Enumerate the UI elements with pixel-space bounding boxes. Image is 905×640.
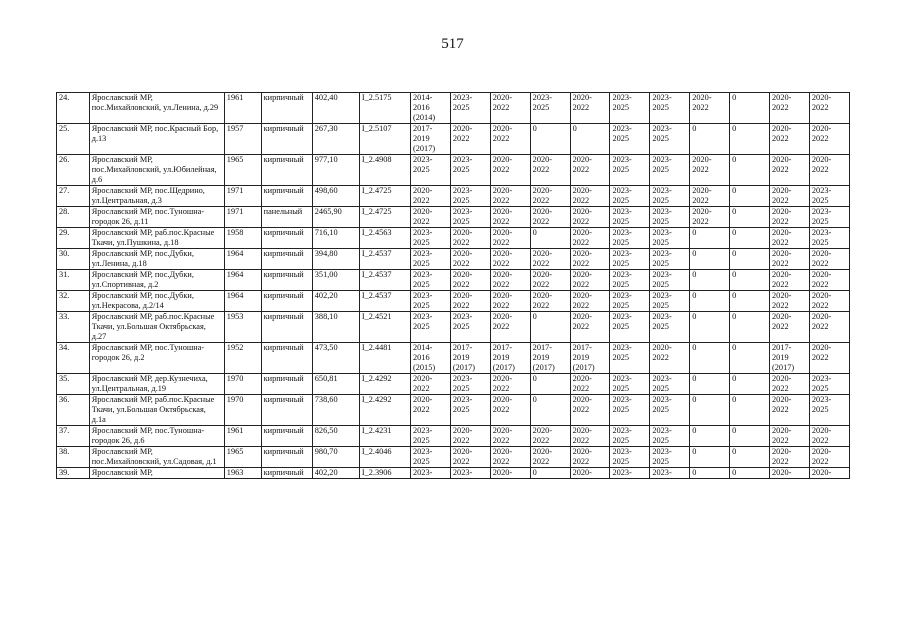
material-cell: кирпичный (261, 312, 312, 343)
period-cell: 2020-2022 (570, 426, 610, 447)
address-cell: Ярославский МР, пос.Дубки, ул.Ленина, д.18 (89, 249, 224, 270)
table-body (57, 93, 850, 479)
period-cell: 2020-2022 (770, 312, 810, 343)
table-row (57, 468, 850, 479)
period-cell: 2023- (450, 468, 490, 479)
area-cell: 351,00 (312, 270, 359, 291)
period-cell: 2023-2025 (650, 395, 690, 426)
period-cell: 0 (690, 468, 730, 479)
period-cell: 2020-2022 (570, 312, 610, 343)
period-cell: 2020-2022 (490, 249, 530, 270)
area-cell: 716,10 (312, 228, 359, 249)
table-row (57, 447, 850, 468)
period-cell: 2014-2016 (2014) (411, 93, 451, 124)
period-cell: 2020-2022 (809, 291, 849, 312)
code-cell: I_2.4521 (359, 312, 410, 343)
row-number: 34. (57, 343, 90, 374)
period-cell: 0 (690, 343, 730, 374)
address-cell: Ярославский МР, пос.Михайловский, ул.Ленина, д.29 (89, 93, 224, 124)
period-cell: 2020-2022 (770, 207, 810, 228)
row-number: 26. (57, 155, 90, 186)
period-cell: 2017-2019 (2017) (530, 343, 570, 374)
period-cell: 0 (690, 426, 730, 447)
year-cell: 1971 (224, 186, 261, 207)
area-cell: 473,50 (312, 343, 359, 374)
material-cell: кирпичный (261, 395, 312, 426)
period-cell: 2023-2025 (650, 426, 690, 447)
page-number: 517 (441, 36, 464, 52)
code-cell: I_2.4481 (359, 343, 410, 374)
address-cell: Ярославский МР, (89, 468, 224, 479)
material-cell: кирпичный (261, 228, 312, 249)
period-cell: 2020-2022 (490, 291, 530, 312)
period-cell: 0 (730, 155, 770, 186)
period-cell: 2014-2016 (2015) (411, 343, 451, 374)
period-cell: 2023-2025 (411, 155, 451, 186)
code-cell: I_2.4292 (359, 374, 410, 395)
year-cell: 1970 (224, 395, 261, 426)
period-cell: 0 (730, 228, 770, 249)
period-cell: 2023-2025 (610, 186, 650, 207)
period-cell: 2020-2022 (690, 93, 730, 124)
period-cell: 2020-2022 (770, 228, 810, 249)
area-cell: 980,70 (312, 447, 359, 468)
period-cell: 2020-2022 (411, 395, 451, 426)
period-cell: 2020-2022 (411, 374, 451, 395)
period-cell: 2020-2022 (770, 374, 810, 395)
material-cell: кирпичный (261, 447, 312, 468)
code-cell: I_2.5107 (359, 124, 410, 155)
period-cell: 2020-2022 (770, 93, 810, 124)
period-cell: 2023-2025 (450, 93, 490, 124)
period-cell: 2020-2022 (809, 93, 849, 124)
area-cell: 402,40 (312, 93, 359, 124)
area-cell: 2465,90 (312, 207, 359, 228)
period-cell: 0 (530, 395, 570, 426)
period-cell: 2020-2022 (809, 155, 849, 186)
period-cell: 0 (730, 343, 770, 374)
code-cell: I_2.4537 (359, 249, 410, 270)
period-cell: 0 (730, 395, 770, 426)
period-cell: 0 (690, 124, 730, 155)
period-cell: 2020-2022 (450, 270, 490, 291)
row-number: 28. (57, 207, 90, 228)
period-cell: 2017-2019 (2017) (490, 343, 530, 374)
period-cell: 2023-2025 (411, 270, 451, 291)
area-cell: 402,20 (312, 468, 359, 479)
period-cell: 0 (530, 468, 570, 479)
period-cell: 0 (530, 312, 570, 343)
period-cell: 0 (690, 312, 730, 343)
period-cell: 2023-2025 (650, 228, 690, 249)
period-cell: 2023- (610, 468, 650, 479)
period-cell: 2020-2022 (570, 395, 610, 426)
period-cell: 2020-2022 (530, 291, 570, 312)
period-cell: 2023- (411, 468, 451, 479)
period-cell: 2017-2019 (2017) (570, 343, 610, 374)
address-cell: Ярославский МР, пос.Красный Бор, д.13 (89, 124, 224, 155)
period-cell: 2020-2022 (770, 395, 810, 426)
period-cell: 0 (730, 124, 770, 155)
period-cell: 2023-2025 (650, 270, 690, 291)
table-row (57, 270, 850, 291)
period-cell: 2020-2022 (490, 124, 530, 155)
material-cell: кирпичный (261, 468, 312, 479)
period-cell: 2020-2022 (770, 426, 810, 447)
period-cell: 2020-2022 (530, 447, 570, 468)
year-cell: 1971 (224, 207, 261, 228)
row-number: 35. (57, 374, 90, 395)
period-cell: 2020-2022 (809, 124, 849, 155)
period-cell: 2020-2022 (770, 447, 810, 468)
period-cell: 2023-2025 (450, 186, 490, 207)
period-cell: 2020-2022 (411, 207, 451, 228)
address-cell: Ярославский МР, пос.Туношна-городок 26, д.2 (89, 343, 224, 374)
period-cell: 2020-2022 (570, 228, 610, 249)
period-cell: 0 (730, 468, 770, 479)
address-cell: Ярославский МР, пос.Щедрино, ул.Центральная, д.3 (89, 186, 224, 207)
material-cell: кирпичный (261, 124, 312, 155)
code-cell: I_2.5175 (359, 93, 410, 124)
table-row (57, 93, 850, 124)
period-cell: 2020-2022 (490, 270, 530, 291)
address-cell: Ярославский МР, пос.Михайловский, ул.Юбилейная, д.6 (89, 155, 224, 186)
address-cell: Ярославский МР, пос.Туношна-городок 26, д.11 (89, 207, 224, 228)
period-cell: 2023-2025 (610, 426, 650, 447)
period-cell: 2020-2022 (809, 270, 849, 291)
period-cell: 0 (730, 426, 770, 447)
material-cell: кирпичный (261, 155, 312, 186)
period-cell: 2023-2025 (530, 93, 570, 124)
area-cell: 826,50 (312, 426, 359, 447)
period-cell: 0 (690, 249, 730, 270)
period-cell: 2020-2022 (570, 93, 610, 124)
material-cell: кирпичный (261, 270, 312, 291)
table-row (57, 426, 850, 447)
period-cell: 2023-2025 (650, 155, 690, 186)
period-cell: 2020-2022 (770, 155, 810, 186)
row-number: 39. (57, 468, 90, 479)
code-cell: I_2.4537 (359, 291, 410, 312)
period-cell: 2023-2025 (610, 312, 650, 343)
period-cell: 2023-2025 (650, 124, 690, 155)
address-cell: Ярославский МР, пос.Дубки, ул.Некрасова, д.2/14 (89, 291, 224, 312)
period-cell: 0 (690, 228, 730, 249)
address-cell: Ярославский МР, раб.пос.Красные Ткачи, ул.Большая Октябрьская, д.1а (89, 395, 224, 426)
address-cell: Ярославский МР, пос.Дубки, ул.Спортивная, д.2 (89, 270, 224, 291)
area-cell: 650,81 (312, 374, 359, 395)
period-cell: 2020-2022 (770, 270, 810, 291)
period-cell: 2023-2025 (610, 155, 650, 186)
period-cell: 0 (530, 374, 570, 395)
period-cell: 0 (730, 291, 770, 312)
period-cell: 0 (730, 249, 770, 270)
row-number: 32. (57, 291, 90, 312)
period-cell: 2020-2022 (809, 312, 849, 343)
period-cell: 2020-2022 (490, 228, 530, 249)
period-cell: 0 (690, 374, 730, 395)
period-cell: 2023-2025 (650, 291, 690, 312)
address-cell: Ярославский МР, пос.Михайловский, ул.Садовая, д.1 (89, 447, 224, 468)
period-cell: 2023-2025 (809, 228, 849, 249)
area-cell: 977,10 (312, 155, 359, 186)
period-cell: 2023-2025 (650, 249, 690, 270)
period-cell: 0 (530, 228, 570, 249)
code-cell: I_2.4537 (359, 270, 410, 291)
period-cell: 2023-2025 (610, 291, 650, 312)
period-cell: 2023-2025 (610, 447, 650, 468)
area-cell: 738,60 (312, 395, 359, 426)
period-cell: 2020-2022 (570, 186, 610, 207)
year-cell: 1963 (224, 468, 261, 479)
period-cell: 2023-2025 (610, 93, 650, 124)
period-cell: 2020-2022 (570, 249, 610, 270)
period-cell: 2020-2022 (809, 343, 849, 374)
period-cell: 0 (730, 447, 770, 468)
period-cell: 2020-2022 (770, 249, 810, 270)
address-cell: Ярославский МР, раб.пос.Красные Ткачи, ул.Большая Октябрьская, д.27 (89, 312, 224, 343)
row-number: 33. (57, 312, 90, 343)
material-cell: кирпичный (261, 186, 312, 207)
period-cell: 2023-2025 (411, 249, 451, 270)
period-cell: 2023-2025 (610, 124, 650, 155)
table-row (57, 374, 850, 395)
table-row (57, 343, 850, 374)
year-cell: 1970 (224, 374, 261, 395)
row-number: 27. (57, 186, 90, 207)
period-cell: 2020-2022 (530, 155, 570, 186)
period-cell: 2020-2022 (809, 249, 849, 270)
area-cell: 394,80 (312, 249, 359, 270)
period-cell: 2023-2025 (610, 249, 650, 270)
period-cell: 2023-2025 (411, 426, 451, 447)
period-cell: 0 (690, 447, 730, 468)
period-cell: 2020-2022 (490, 312, 530, 343)
period-cell: 2023-2025 (809, 374, 849, 395)
period-cell: 2023-2025 (610, 228, 650, 249)
period-cell: 2020-2022 (570, 447, 610, 468)
period-cell: 2020-2022 (570, 291, 610, 312)
table-row (57, 124, 850, 155)
period-cell: 2023-2025 (610, 270, 650, 291)
code-cell: I_2.4292 (359, 395, 410, 426)
period-cell: 2023-2025 (411, 312, 451, 343)
period-cell: 2020-2022 (530, 207, 570, 228)
code-cell: I_2.4563 (359, 228, 410, 249)
period-cell: 2020-2022 (530, 270, 570, 291)
year-cell: 1964 (224, 291, 261, 312)
period-cell: 2023-2025 (450, 207, 490, 228)
table-row (57, 291, 850, 312)
period-cell: 2020-2022 (570, 207, 610, 228)
period-cell: 0 (730, 270, 770, 291)
period-cell: 2023-2025 (650, 93, 690, 124)
period-cell: 2020-2022 (650, 343, 690, 374)
period-cell: 2020-2022 (490, 426, 530, 447)
year-cell: 1952 (224, 343, 261, 374)
period-cell: 2020-2022 (570, 155, 610, 186)
material-cell: кирпичный (261, 291, 312, 312)
period-cell: 2020-2022 (490, 374, 530, 395)
row-number: 25. (57, 124, 90, 155)
period-cell: 2023-2025 (650, 447, 690, 468)
period-cell: 0 (690, 395, 730, 426)
period-cell: 2017-2019 (2017) (411, 124, 451, 155)
period-cell: 2020-2022 (690, 155, 730, 186)
period-cell: 2020-2022 (450, 124, 490, 155)
address-cell: Ярославский МР, пос.Туношна-городок 26, д.6 (89, 426, 224, 447)
period-cell: 2020-2022 (809, 426, 849, 447)
period-cell: 2020-2022 (570, 270, 610, 291)
period-cell: 2023- (650, 468, 690, 479)
address-cell: Ярославский МР, раб.пос.Красные Ткачи, ул.Пушкина, д.18 (89, 228, 224, 249)
housing-registry-table (56, 92, 850, 479)
period-cell: 0 (530, 124, 570, 155)
year-cell: 1965 (224, 155, 261, 186)
row-number: 37. (57, 426, 90, 447)
period-cell: 2020-2022 (450, 228, 490, 249)
period-cell: 2020-2022 (770, 186, 810, 207)
period-cell: 2023-2025 (650, 207, 690, 228)
period-cell: 2023-2025 (411, 447, 451, 468)
period-cell: 2023-2025 (411, 291, 451, 312)
period-cell: 2020- (490, 468, 530, 479)
period-cell: 2020-2022 (411, 186, 451, 207)
period-cell: 2020-2022 (450, 447, 490, 468)
period-cell: 2020-2022 (490, 186, 530, 207)
table-row (57, 155, 850, 186)
area-cell: 388,10 (312, 312, 359, 343)
period-cell: 2023-2025 (610, 395, 650, 426)
period-cell: 0 (730, 93, 770, 124)
period-cell: 2020-2022 (770, 291, 810, 312)
period-cell: 2020-2022 (450, 291, 490, 312)
period-cell: 0 (570, 124, 610, 155)
address-cell: Ярославский МР, дер.Кузнечиха, ул.Центральная, д.19 (89, 374, 224, 395)
period-cell: 0 (690, 270, 730, 291)
year-cell: 1958 (224, 228, 261, 249)
period-cell: 2023-2025 (450, 312, 490, 343)
year-cell: 1964 (224, 270, 261, 291)
period-cell: 2020-2022 (690, 186, 730, 207)
area-cell: 402,20 (312, 291, 359, 312)
material-cell: панельный (261, 207, 312, 228)
period-cell: 2017-2019 (2017) (770, 343, 810, 374)
table-row (57, 186, 850, 207)
table-row (57, 249, 850, 270)
period-cell: 2020-2022 (690, 207, 730, 228)
row-number: 38. (57, 447, 90, 468)
material-cell: кирпичный (261, 343, 312, 374)
period-cell: 2023-2025 (809, 186, 849, 207)
period-cell: 2020-2022 (809, 447, 849, 468)
year-cell: 1953 (224, 312, 261, 343)
code-cell: I_2.3906 (359, 468, 410, 479)
period-cell: 2020-2022 (490, 93, 530, 124)
period-cell: 0 (730, 207, 770, 228)
period-cell: 2023-2025 (450, 374, 490, 395)
period-cell: 2023-2025 (610, 374, 650, 395)
period-cell: 2020- (770, 468, 810, 479)
period-cell: 0 (690, 291, 730, 312)
code-cell: I_2.4908 (359, 155, 410, 186)
period-cell: 2020-2022 (490, 155, 530, 186)
period-cell: 2023-2025 (650, 312, 690, 343)
period-cell: 2023-2025 (650, 186, 690, 207)
table-row (57, 395, 850, 426)
area-cell: 498,60 (312, 186, 359, 207)
year-cell: 1957 (224, 124, 261, 155)
period-cell: 2020-2022 (530, 426, 570, 447)
period-cell: 2017-2019 (2017) (450, 343, 490, 374)
year-cell: 1965 (224, 447, 261, 468)
material-cell: кирпичный (261, 374, 312, 395)
period-cell: 2020-2022 (570, 374, 610, 395)
period-cell: 2020- (809, 468, 849, 479)
period-cell: 2020-2022 (450, 426, 490, 447)
period-cell: 0 (730, 186, 770, 207)
code-cell: I_2.4046 (359, 447, 410, 468)
period-cell: 2023-2025 (411, 228, 451, 249)
period-cell: 0 (730, 312, 770, 343)
table-row (57, 228, 850, 249)
year-cell: 1961 (224, 426, 261, 447)
area-cell: 267,30 (312, 124, 359, 155)
material-cell: кирпичный (261, 93, 312, 124)
row-number: 30. (57, 249, 90, 270)
code-cell: I_2.4725 (359, 207, 410, 228)
material-cell: кирпичный (261, 249, 312, 270)
period-cell: 2020-2022 (530, 249, 570, 270)
period-cell: 2023-2025 (610, 207, 650, 228)
period-cell: 2023-2025 (450, 155, 490, 186)
code-cell: I_2.4231 (359, 426, 410, 447)
year-cell: 1961 (224, 93, 261, 124)
period-cell: 2023-2025 (809, 207, 849, 228)
period-cell: 2023-2025 (809, 395, 849, 426)
period-cell: 2023-2025 (610, 343, 650, 374)
row-number: 29. (57, 228, 90, 249)
period-cell: 2020-2022 (490, 207, 530, 228)
row-number: 31. (57, 270, 90, 291)
period-cell: 2020-2022 (530, 186, 570, 207)
period-cell: 2020- (570, 468, 610, 479)
code-cell: I_2.4725 (359, 186, 410, 207)
row-number: 24. (57, 93, 90, 124)
row-number: 36. (57, 395, 90, 426)
period-cell: 2023-2025 (650, 374, 690, 395)
table-row (57, 312, 850, 343)
period-cell: 2020-2022 (770, 124, 810, 155)
period-cell: 0 (730, 374, 770, 395)
year-cell: 1964 (224, 249, 261, 270)
period-cell: 2023-2025 (450, 395, 490, 426)
material-cell: кирпичный (261, 426, 312, 447)
period-cell: 2020-2022 (450, 249, 490, 270)
period-cell: 2020-2022 (490, 395, 530, 426)
table-row (57, 207, 850, 228)
period-cell: 2020-2022 (490, 447, 530, 468)
